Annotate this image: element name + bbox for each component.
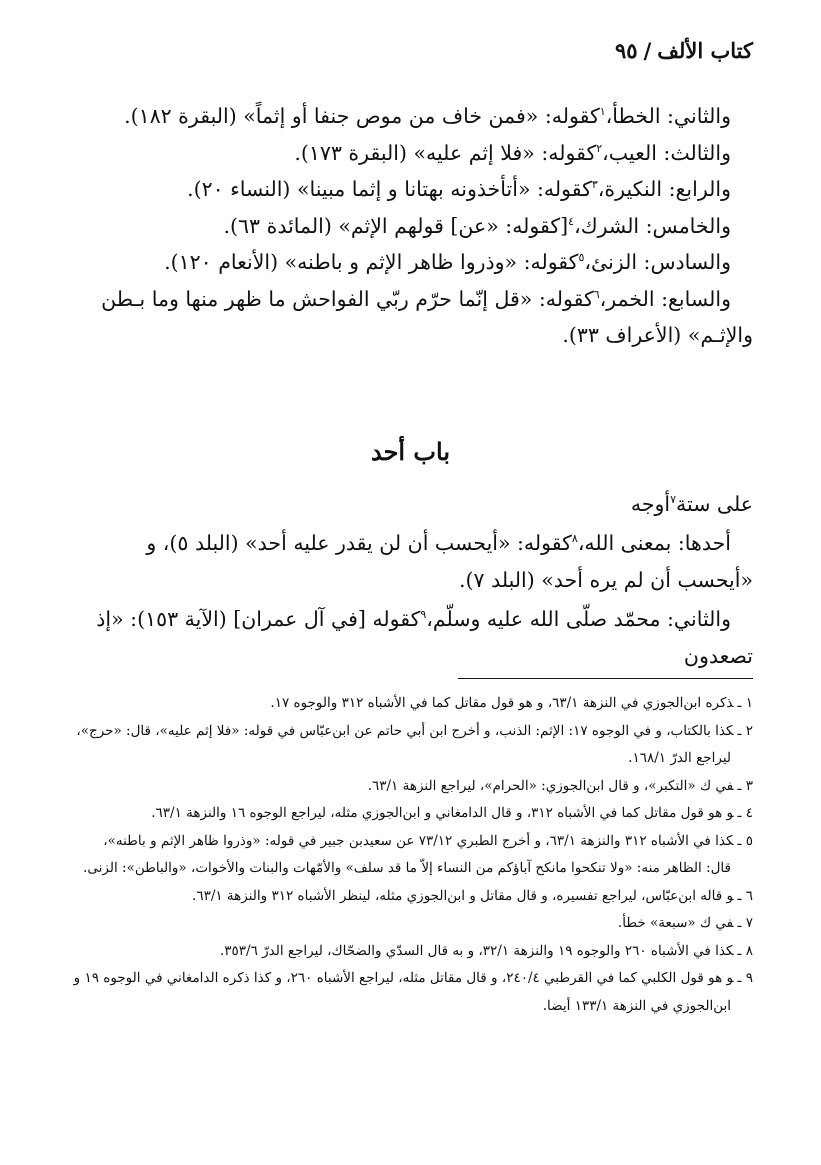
footnote: ٤ ـو هو قول مقاتل كما في الأشباه ٣١٢، و قال الدامغاني و ابن‌الجوزي مثله، ليراجع الوجوه ١٦ والنزهة ٦٣/١. bbox=[151, 805, 753, 821]
footnote-ref: ٦ bbox=[593, 287, 600, 301]
paragraph-6: والسادس: الزنئ،$^٥$كقوله: «وذروا ظاهر الإثم و باطنه» (الأنعام ١٢٠). bbox=[164, 250, 731, 274]
section-text bbox=[65, 486, 753, 677]
footnote-ref: ٤ bbox=[568, 214, 575, 228]
paragraph-4: والرابع: النكيرة،$^٣$كقوله: «أتأخذونه بهتانا و إثما مبينا» (النساء ٢٠). bbox=[187, 177, 731, 201]
footnote-divider bbox=[458, 678, 753, 679]
footnote-ref: ٩ bbox=[420, 608, 427, 622]
footnote-ref: ٣ bbox=[591, 178, 598, 192]
footnote: ٨ ـكذا في الأشباه ٢٦٠ والوجوه ١٩ والنزهة ٣٢/١، و به قال السدّي والضحّاك، ليراجع الدرّ ٣٥٣/٦. bbox=[219, 942, 753, 959]
footnote-ref: ١ bbox=[599, 105, 606, 119]
header-separator: / bbox=[643, 38, 652, 63]
paragraph-3: والثالث: العيب،$^٢$كقوله: «فلا إثم عليه» (البقرة ١٧٣). bbox=[294, 140, 731, 165]
footnote-ref: ٧ bbox=[670, 493, 677, 507]
paragraph-2: والثاني: الخطأ،$^١$كقوله: «فمن خاف من موص جنفا أو إثماً» (البقرة ١٨٢). bbox=[124, 104, 731, 128]
paragraph-7: والسابع: الخمر،$^٦$كقوله: «قل إنّما حرّم ربّي الفواحش ما ظهر منها وما بـطن والإثـم» (الأعراف ٣٣). bbox=[101, 286, 753, 347]
footnote-ref: ٥ bbox=[578, 251, 585, 265]
footnote-ref: ٢ bbox=[596, 141, 603, 155]
section-heading: باب أحد bbox=[370, 437, 451, 466]
footnote: ٢ ـكذا بالكتاب، و في الوجوه ١٧: الإثم: الذنب، و أخرج ابن أبي حاتم عن ابن‌عبّاس في قوله: «فلا إثم عليه»، قال: «حرج»، ليراجع الدرّ ١٦٨/١. bbox=[76, 722, 753, 766]
running-title: كتاب الألف bbox=[657, 38, 753, 63]
main-text bbox=[65, 98, 753, 354]
footnote: ٥ ـكذا في الأشباه ٣١٢ والنزهة ٦٣/١، و أخرج الطبري ٧٣/١٢ عن سعيدبن جبير في قوله: «وذروا ظاهر الإثم و باطنه»، قال: الظاهر منه: «ولا تنكحوا مانكح آباؤكم من النساء إلاّ ما قد سلف» والأمّهات والبنات والأخوات، «والباطن»: الزنى. bbox=[83, 832, 753, 876]
section-intro: على ستة$^٧$أوجه bbox=[630, 492, 753, 516]
page-number: ٩٥ bbox=[615, 38, 638, 63]
footnote: ٧ ـفي ك «سبعة» خطأ. bbox=[617, 915, 753, 931]
footnotes bbox=[61, 690, 753, 1020]
footnote: ٣ ـفي ك «التكبر»، و قال ابن‌الجوزي: «الحرام»، ليراجع النزهة ٦٣/١. bbox=[367, 777, 753, 794]
section-paragraph-1: أحدها: بمعنى الله،$^٨$كقوله: «أيحسب أن لن يقدر عليه أحد» (البلد ٥)، و «أيحسب أن لم يره أحد» (البلد ٧). bbox=[146, 531, 753, 592]
paragraph-5: والخامس: الشرك،$^٤$[كقوله: «عن] قولهم الإثم» (المائدة ٦٣). bbox=[223, 213, 731, 238]
footnote: ١ ـذكره ابن‌الجوزي في النزهة ٦٣/١، و هو قول مقاتل كما في الأشباه ٣١٢ والوجوه ١٧. bbox=[270, 695, 753, 711]
footnote-ref: ٨ bbox=[571, 532, 578, 546]
footnote: ٩ ـو هو قول الكلبي كما في القرطبي ٢٤٠/٤، و قال مقاتل مثله، ليراجع الأشباه ٢٦٠، و كذا ذكره الدامغاني في الوجوه ١٩ و ابن‌الجوزي في النزهة ١٣٣/١ أيضا. bbox=[73, 970, 753, 1014]
page-header bbox=[615, 38, 753, 63]
footnote: ٦ ـو قاله ابن‌عبّاس، ليراجع تفسيره، و قال مقاتل و ابن‌الجوزي مثله، لينظر الأشباه ٣١٢ والنزهة ٦٣/١. bbox=[192, 887, 753, 904]
section-paragraph-2: والثاني: محمّد صلّى الله عليه وسلّم،$^٩$كقوله [في آل عمران] (الآية ١٥٣): «إذ تصعدون bbox=[96, 607, 753, 668]
